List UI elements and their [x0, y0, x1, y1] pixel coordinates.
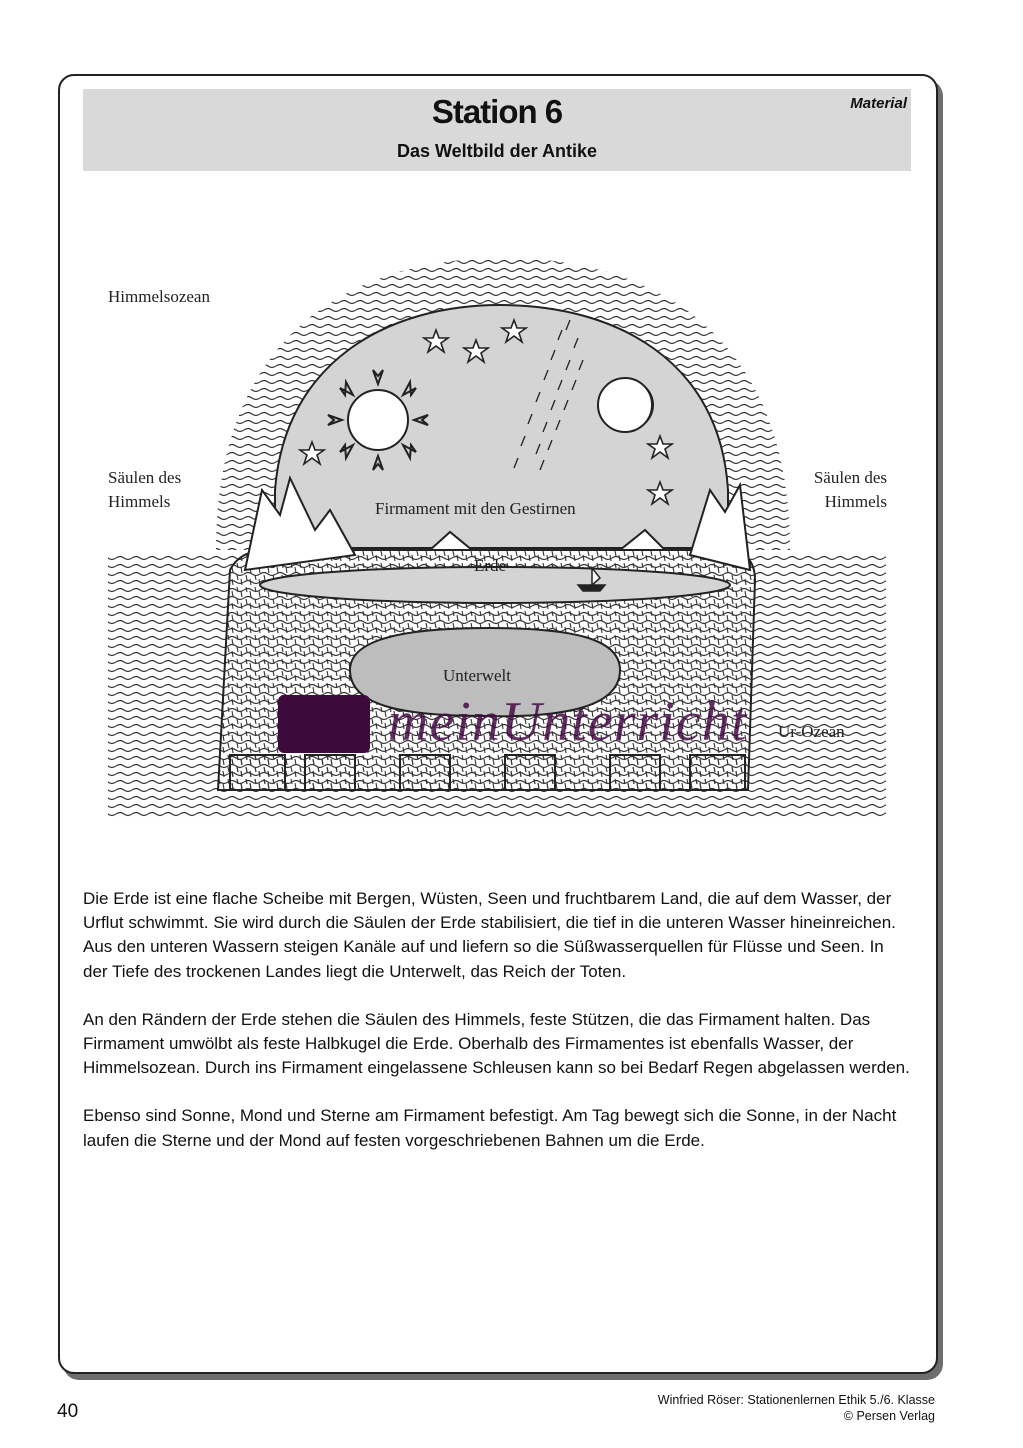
label-sky-ocean: Himmelsozean — [108, 287, 210, 306]
label-earth: Erde — [474, 556, 507, 575]
watermark-text: meinUnterricht — [388, 691, 748, 753]
page-subtitle: Das Weltbild der Antike — [396, 141, 598, 161]
label-pillars-left-line1: Säulen des — [108, 468, 182, 487]
paragraph-celestial-bodies: Ebenso sind Sonne, Mond und Sterne am Firmament befestigt. Am Tag bewegt sich die Sonne, in der Nacht laufen die Sterne und der Mond auf festen vorgeschriebenen Bahnen um die Erde. — [83, 1106, 897, 1150]
page-title: Station 6 — [431, 93, 563, 130]
station-header — [83, 89, 911, 171]
label-pillars-left-line2: Himmels — [108, 492, 171, 511]
label-pillars-right-line1: Säulen des — [813, 468, 887, 487]
page-number: 40 — [57, 1401, 79, 1422]
category-label: Material — [850, 95, 907, 112]
body-text — [83, 887, 913, 1177]
watermark-logo-icon — [278, 695, 370, 753]
footer-credit — [658, 1392, 935, 1424]
label-underworld: Unterwelt — [443, 666, 511, 685]
label-pillars-right-line2: Himmels — [824, 492, 887, 511]
label-primeval-ocean: Ur-Ozean — [778, 722, 845, 741]
paragraph-earth: Die Erde ist eine flache Scheibe mit Bergen, Wüsten, Seen und fruchtbarem Land, die auf dem Wasser, der Urflut schwimmt. Sie wird durch die Säulen der Erde stabilisiert, die tief in die unteren Wasser hineinreichen. Aus den unteren Wassern steigen Kanäle auf und liefern so die Süßwasserquellen für Flüsse und Seen. In der Tiefe des trockenen Landes liegt die Unterwelt, das Reich der Toten. — [83, 889, 896, 981]
credit-line-author: Winfried Röser: Stationenlernen Ethik 5./6. Klasse — [657, 1393, 935, 1407]
label-firmament: Firmament mit den Gestirnen — [375, 499, 576, 518]
paragraph-firmament: An den Rändern der Erde stehen die Säulen des Himmels, feste Stützen, die das Firmament halten. Das Firmament umwölbt als feste Halbkugel die Erde. Oberhalb des Firmamentes ist ebenfalls Wasser, der Himmelsozean. Durch ins Firmament eingelassene Schleusen kann so bei Bedarf Regen abgelassen werden. — [83, 1009, 910, 1078]
moon-icon — [598, 378, 654, 432]
credit-line-publisher: © Persen Verlag — [843, 1409, 935, 1423]
